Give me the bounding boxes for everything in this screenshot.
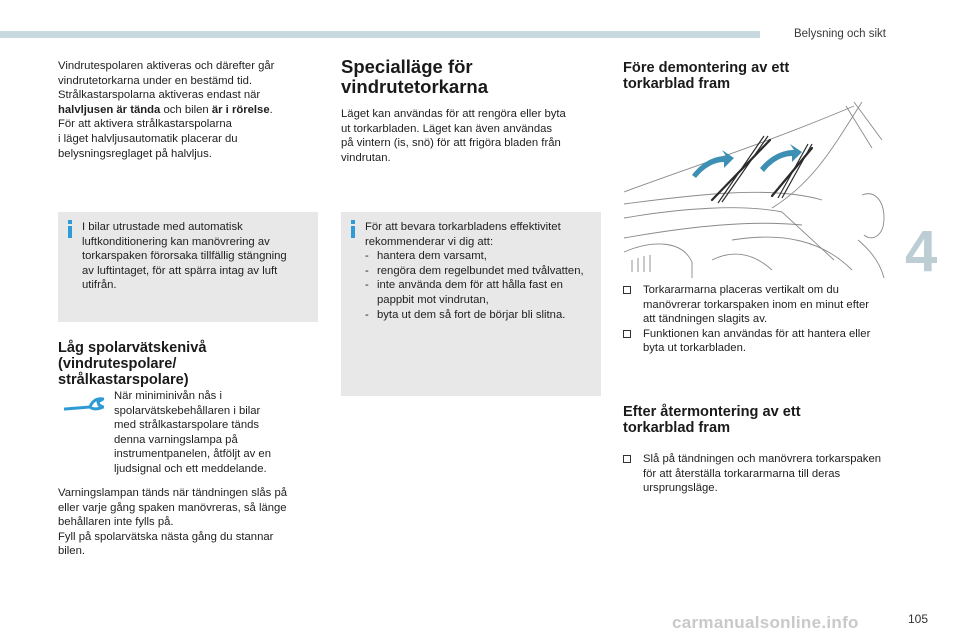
intro-line: i läget halvljusautomatik placerar du (58, 132, 238, 145)
list-item: Funktionen kan användas för att hantera eller byta ut torkarbladen. (622, 327, 884, 356)
header-bar (0, 31, 760, 38)
list-item: - hantera dem varsamt, (365, 249, 593, 264)
square-bullet-icon (623, 455, 631, 463)
info-icon (65, 220, 75, 238)
intro-line: För att aktivera strålkastarspolarna (58, 118, 232, 131)
info-box-air-intake: I bilar utrustade med automatisk luftkonditionering kan manövrering av torkarspaken förorsaka tillfällig stängning av luftintaget, för att spärra intag av luft utifrån. (58, 212, 318, 322)
washer-fluid-warning-icon (64, 396, 104, 412)
list-item: Torkararmarna placeras vertikalt om du manövrerar torkarspaken inom en minut efter att tändningen slagits av. (622, 283, 884, 327)
watermark: carmanualsonline.info (672, 613, 859, 632)
before-removal-list (622, 283, 884, 356)
info-box-wiper-care: För att bevara torkarbladens effektivitet rekommenderar vi dig att: - hantera dem varsamt, - rengöra dem regelbundet med tvålvatten, - inte använda dem för att hålla fast en pappbit mot vindrutan, - byta ut dem så fort de börjar bli slitna. (341, 212, 601, 396)
after-refitting-list (622, 452, 884, 496)
after-refitting-list-container (622, 452, 884, 496)
square-bullet-icon (623, 330, 631, 338)
intro-paragraph (58, 59, 318, 161)
list-item: Slå på tändningen och manövrera torkarspaken för att återställa torkararmarna till deras ursprungsläge. (622, 452, 884, 496)
intro-line: vindrutetorkarna under en bestämd tid. (58, 74, 253, 87)
intro-line: Vindrutespolaren aktiveras och därefter går (58, 60, 275, 72)
windshield-wiper-illustration (622, 100, 887, 280)
intro-line: belysningsreglaget på halvljus. (58, 147, 212, 160)
list-item: - inte använda dem för att hålla fast en pappbit mot vindrutan, (365, 278, 593, 307)
page-number: 105 (908, 612, 929, 626)
intro-line: halvljusen är tända och bilen är i rörelse. (58, 103, 273, 116)
special-mode-paragraph: Läget kan användas för att rengöra eller byta ut torkarbladen. Läget kan även användas på vintern (is, snö) för att frigöra bladen från vindrutan. (341, 108, 566, 164)
intro-line: Strålkastarspolarna aktiveras endast när (58, 89, 261, 102)
low-fluid-paragraph: Varningslampan tänds när tändningen slås på eller varje gång spaken manövreras, så länge behållaren inte fylls på. Fyll på spolarvätska nästa gång du stannar bilen. (58, 487, 288, 558)
before-removal-list-container (622, 283, 884, 356)
heading-after-refitting: Efter återmontering av ett torkarblad fram (623, 404, 801, 436)
heading-before-removal: Före demontering av ett torkarblad fram (623, 60, 790, 92)
chapter-number: 4 (905, 219, 938, 284)
section-title: Belysning och sikt (793, 28, 886, 40)
heading-low-fluid: Låg spolarvätskenivå (vindrutespolare/ strålkastarspolare) (58, 340, 207, 388)
heading-special-mode: Specialläge för vindrutetorkarna (341, 56, 489, 97)
list-item: - byta ut dem så fort de börjar bli slitna. (365, 308, 593, 323)
square-bullet-icon (623, 286, 631, 294)
low-fluid-description: När miniminivån nås i spolarvätskebehållaren i bilar med strålkastarspolare tänds denna varningslampa på instrumentpanelen, åtföljt av en ljudsignal och ett meddelande. (114, 390, 271, 475)
wiper-care-list (365, 249, 593, 322)
info-icon (348, 220, 358, 238)
list-item: - rengöra dem regelbundet med tvålvatten, (365, 264, 593, 279)
